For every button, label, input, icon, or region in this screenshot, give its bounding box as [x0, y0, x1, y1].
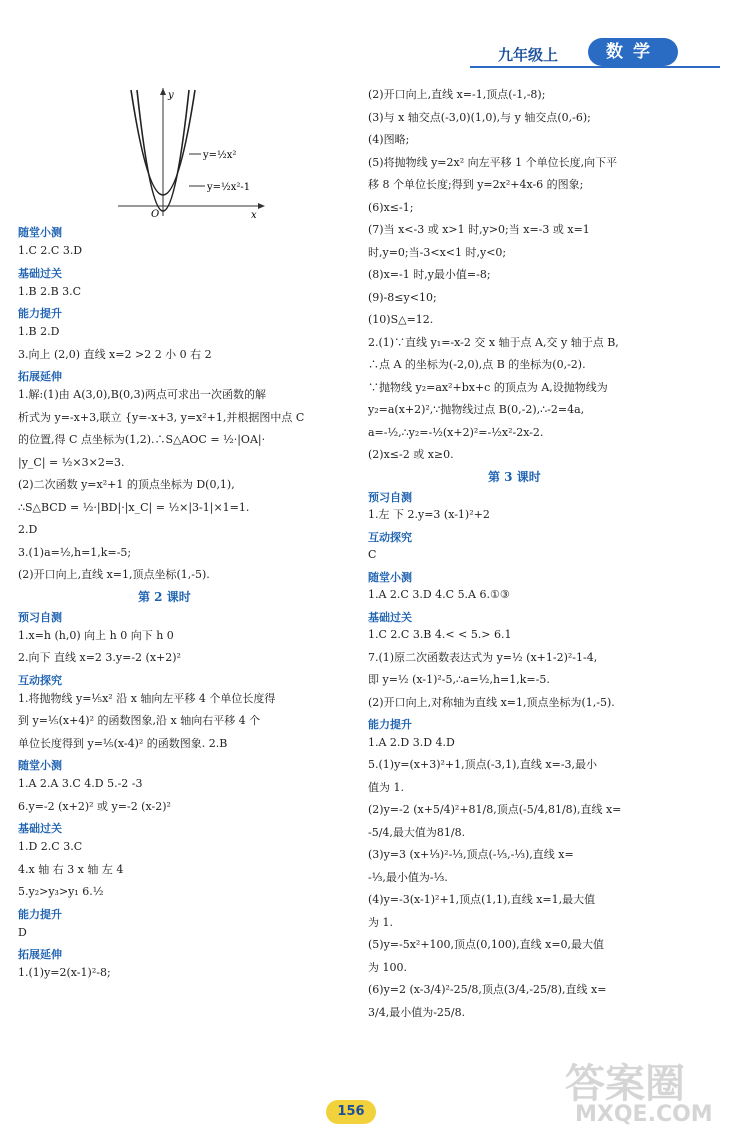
- answer-line: (2)开口向上,直线 x=-1,顶点(-1,-8);: [368, 88, 546, 101]
- axis-y-label: y: [168, 90, 174, 101]
- section-heading: 能力提升: [18, 307, 62, 320]
- grade-label: 九年级上: [498, 46, 559, 64]
- answer-line: (7)当 x<-3 或 x>1 时,y>0;当 x=-3 或 x=1: [368, 223, 590, 236]
- answer-line: 1.A 2.A 3.C 4.D 5.-2 -3: [18, 777, 143, 790]
- answer-line: 的位置,得 C 点坐标为(1,2).∴S△AOC = ½·|OA|·: [18, 433, 266, 446]
- answer-line: 为 100.: [368, 960, 407, 974]
- lesson-heading: 第 2 课时: [138, 589, 191, 604]
- watermark-logo: [545, 1052, 745, 1132]
- answer-line: 1.将抛物线 y=⅕x² 沿 x 轴向左平移 4 个单位长度得: [18, 691, 276, 705]
- answer-line: 3.向上 (2,0) 直线 x=2 >2 2 小 0 右 2: [18, 347, 212, 361]
- section-heading: 互动探究: [18, 673, 62, 687]
- page-number: 156: [326, 1100, 376, 1124]
- page-header: [470, 36, 720, 70]
- answer-line: 1.B 2.B 3.C: [18, 284, 82, 298]
- answer-line: (2)开口向上,对称轴为直线 x=1,顶点坐标为(1,-5).: [368, 695, 615, 709]
- answer-line: 1.解:(1)由 A(3,0),B(0,3)两点可求出一次函数的解: [18, 388, 266, 401]
- lesson-heading: 第 3 课时: [488, 469, 541, 484]
- answer-line: 为 1.: [368, 915, 393, 929]
- answer-line: (9)-8≤y<10;: [368, 290, 437, 304]
- answer-line: (4)y=-3(x-1)²+1,顶点(1,1),直线 x=1,最大值: [368, 893, 596, 906]
- answer-line: 到 y=⅕(x+4)² 的函数图象,沿 x 轴向右平移 4 个: [18, 714, 261, 727]
- answer-line: 2.(1)∵直线 y₁=-x-2 交 x 轴于点 A,交 y 轴于点 B,: [368, 335, 619, 349]
- answer-line: a=-½,∴y₂=-½(x+2)²=-½x²-2x-2.: [368, 425, 544, 439]
- answer-line: 1.C 2.C 3.D: [18, 244, 83, 257]
- answer-line: (2)x≤-2 或 x≥0.: [368, 448, 454, 461]
- answer-line: 5.y₂>y₃>y₁ 6.½: [18, 885, 104, 898]
- answer-line: (5)y=-5x²+100,顶点(0,100),直线 x=0,最大值: [368, 938, 605, 951]
- answer-line: 值为 1.: [368, 780, 404, 794]
- answer-line: 1.D 2.C 3.C: [18, 840, 83, 853]
- answer-line: 4.x 轴 右 3 x 轴 左 4: [18, 862, 124, 876]
- section-heading: 能力提升: [18, 907, 62, 921]
- answer-line: (10)S△=12.: [368, 313, 434, 326]
- answer-line: (2)二次函数 y=x²+1 的顶点坐标为 D(0,1),: [18, 478, 235, 491]
- axis-x-label: x: [251, 210, 257, 221]
- answer-line: (6)x≤-1;: [368, 200, 414, 214]
- answer-line: (6)y=2 (x-3/4)²-25/8,顶点(3/4,-25/8),直线 x=: [368, 983, 607, 996]
- section-heading: 预习自测: [368, 490, 412, 504]
- answer-line: -⅓,最小值为-⅓.: [368, 870, 448, 884]
- answer-line: C: [368, 548, 377, 561]
- answer-line: 1.A 2.D 3.D 4.D: [368, 735, 455, 749]
- section-heading: 拓展延伸: [18, 948, 62, 961]
- curve-label-upper: y=½x²: [203, 150, 237, 161]
- answer-line: 1.C 2.C 3.B 4.< < 5.> 6.1: [368, 628, 512, 641]
- answer-line: 1.(1)y=2(x-1)²-8;: [18, 966, 111, 979]
- answer-line: 1.左 下 2.y=3 (x-1)²+2: [368, 508, 490, 521]
- answer-line: (4)图略;: [368, 133, 410, 146]
- answer-line: 3.(1)a=½,h=1,k=-5;: [18, 545, 132, 559]
- answer-line: 移 8 个单位长度;得到 y=2x²+4x-6 的图象;: [368, 178, 584, 191]
- section-heading: 预习自测: [18, 610, 62, 624]
- parabola-graph: [113, 88, 273, 223]
- answer-line: 单位长度得到 y=⅕(x-4)² 的函数图象. 2.B: [18, 736, 228, 750]
- answer-line: 1.B 2.D: [18, 325, 60, 338]
- watermark-text: 答案圈: [565, 1061, 685, 1107]
- answer-line: 即 y=½ (x-1)²-5,∴a=½,h=1,k=-5.: [368, 673, 550, 686]
- answer-line: (3)与 x 轴交点(-3,0)(1,0),与 y 轴交点(0,-6);: [368, 110, 591, 124]
- answer-line: ∵抛物线 y₂=ax²+bx+c 的顶点为 A,设抛物线为: [368, 380, 608, 394]
- section-heading: 随堂小测: [18, 759, 62, 772]
- section-heading: 基础过关: [18, 266, 62, 280]
- section-heading: 互动探究: [368, 530, 412, 544]
- answer-line: 1.A 2.C 3.D 4.C 5.A 6.①③: [368, 588, 510, 601]
- section-heading: 随堂小测: [18, 226, 62, 239]
- section-heading: 能力提升: [368, 718, 412, 731]
- answer-line: (8)x=-1 时,y最小值=-8;: [368, 268, 491, 281]
- answer-line: ∴点 A 的坐标为(-2,0),点 B 的坐标为(0,-2).: [368, 358, 586, 371]
- subject-badge: 数学: [588, 38, 678, 66]
- answer-line: y₂=a(x+2)²,∵抛物线过点 B(0,-2),∴-2=4a,: [368, 403, 585, 416]
- answer-line: (2)y=-2 (x+5/4)²+81/8,顶点(-5/4,81/8),直线 x=: [368, 803, 622, 816]
- section-heading: 基础过关: [368, 610, 412, 624]
- answer-line: (3)y=3 (x+⅓)²-⅓,顶点(-⅓,-⅓),直线 x=: [368, 848, 574, 861]
- answer-line: 2.向下 直线 x=2 3.y=-2 (x+2)²: [18, 651, 181, 664]
- answer-line: 析式为 y=-x+3,联立 {y=-x+3, y=x²+1,并根据图中点 C: [18, 410, 305, 424]
- watermark-url: MXQE.COM: [575, 1102, 713, 1127]
- section-heading: 随堂小测: [368, 570, 412, 584]
- header-rule: [470, 66, 720, 68]
- answer-line: -5/4,最大值为81/8.: [368, 825, 466, 839]
- answer-line: 5.(1)y=(x+3)²+1,顶点(-3,1),直线 x=-3,最小: [368, 758, 598, 771]
- origin-label: O: [151, 209, 160, 220]
- answer-line: 2.D: [18, 523, 38, 536]
- answer-line: 3/4,最小值为-25/8.: [368, 1005, 466, 1019]
- section-heading: 拓展延伸: [18, 370, 62, 383]
- curve-label-lower: y=½x²-1: [207, 182, 251, 193]
- answer-line: (2)开口向上,直线 x=1,顶点坐标(1,-5).: [18, 568, 210, 581]
- answer-line: 时,y=0;当-3<x<1 时,y<0;: [368, 245, 507, 259]
- answer-line: 7.(1)原二次函数表达式为 y=½ (x+1-2)²-1-4,: [368, 650, 598, 664]
- answer-line: 1.x=h (h,0) 向上 h 0 向下 h 0: [18, 628, 174, 642]
- answer-line: ∴S△BCD = ½·|BD|·|x_C| = ½×|3-1|×1=1.: [18, 500, 250, 514]
- answer-line: (5)将抛物线 y=2x² 向左平移 1 个单位长度,向下平: [368, 155, 618, 169]
- answer-line: 6.y=-2 (x+2)² 或 y=-2 (x-2)²: [18, 799, 171, 813]
- answer-line: |y_C| = ½×3×2=3.: [18, 455, 125, 469]
- answer-line: D: [18, 925, 27, 939]
- section-heading: 基础过关: [18, 822, 62, 835]
